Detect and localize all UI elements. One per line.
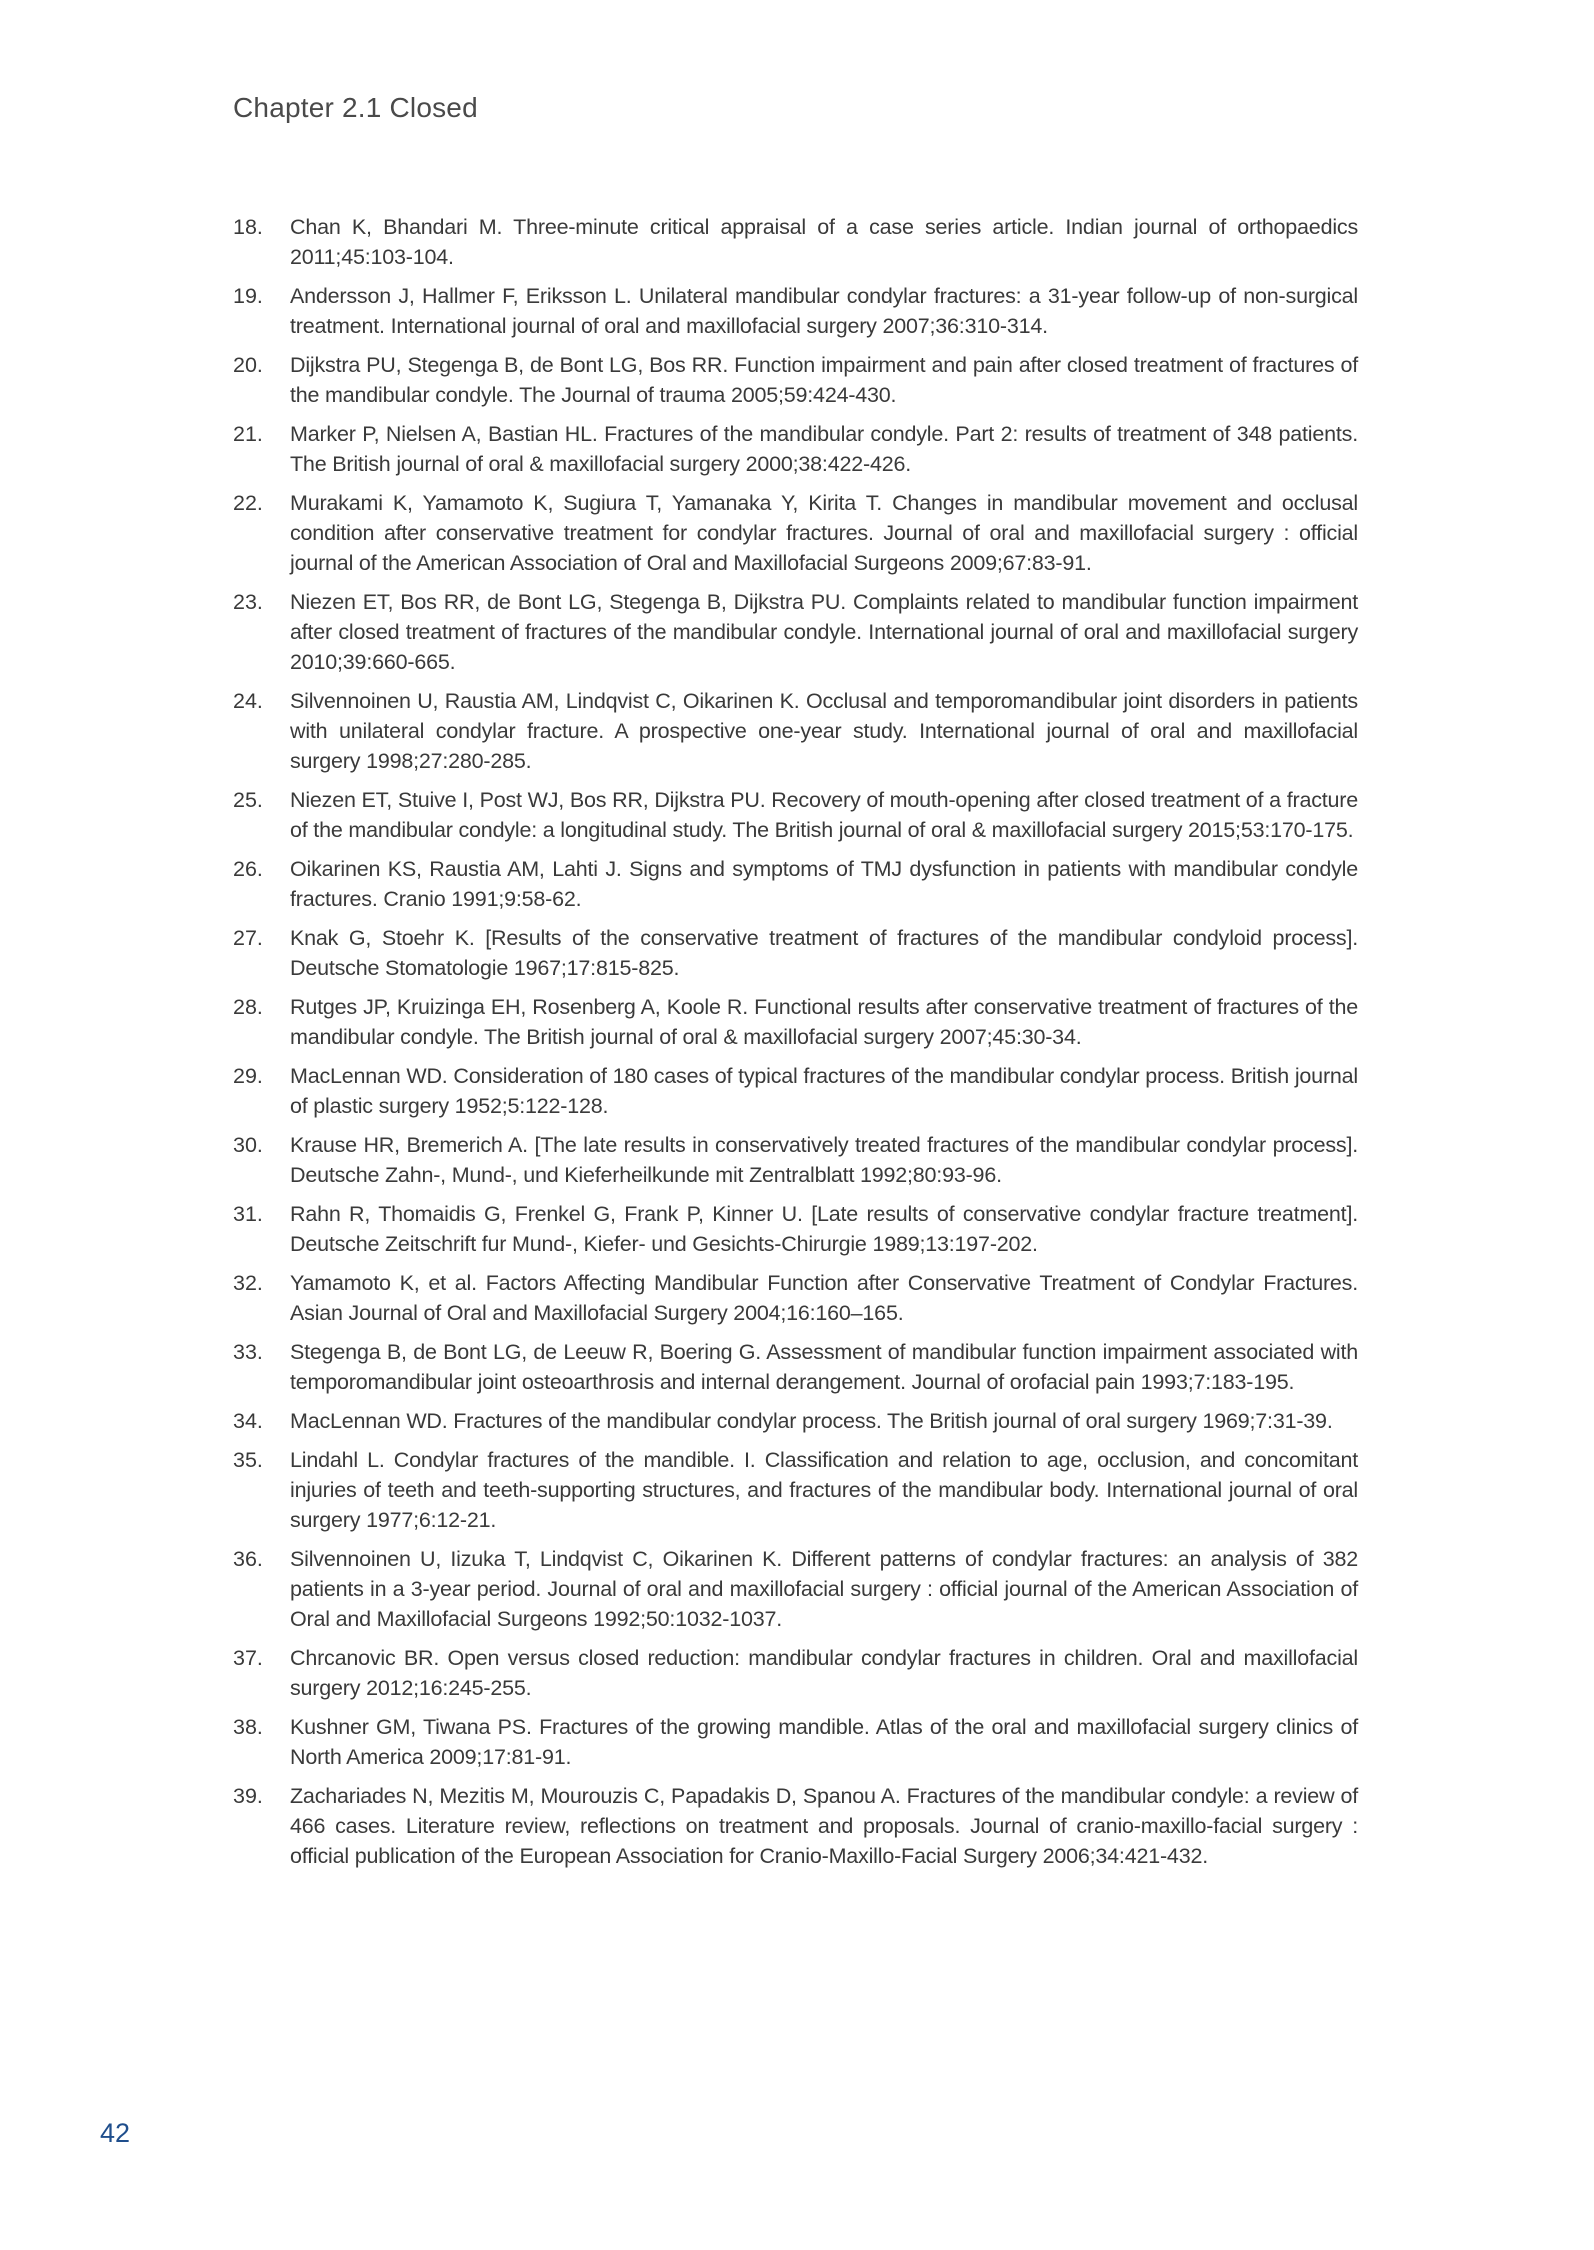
reference-text: Rahn R, Thomaidis G, Frenkel G, Frank P, Kinner U. [Late results of conservative condylar fracture treatment]. Deutsche Zeitschrift fur Mund-, Kiefer- und Gesichts-Chirurgie 1989;13:197-202. — [290, 1202, 1358, 1256]
reference-number: 29. — [233, 1064, 263, 1088]
reference-item — [233, 686, 1358, 776]
reference-number: 21. — [233, 422, 263, 446]
reference-item — [233, 488, 1358, 578]
reference-text: Krause HR, Bremerich A. [The late results in conservatively treated fractures of the mandibular condylar process]. Deutsche Zahn-, Mund-, und Kieferheilkunde mit Zentralblatt 1992;80:93-96. — [290, 1133, 1358, 1187]
reference-number: 35. — [233, 1448, 263, 1472]
reference-number: 32. — [233, 1271, 263, 1295]
reference-number: 18. — [233, 215, 263, 239]
running-header: Chapter 2.1 Closed — [233, 92, 478, 123]
reference-item — [233, 1061, 1358, 1121]
reference-number: 26. — [233, 857, 263, 881]
reference-text: Oikarinen KS, Raustia AM, Lahti J. Signs and symptoms of TMJ dysfunction in patients with mandibular condyle fractures. Cranio 1991;9:58-62. — [290, 857, 1358, 911]
reference-number: 20. — [233, 353, 263, 377]
reference-number: 22. — [233, 491, 263, 515]
page-number: 42 — [100, 2118, 131, 2148]
reference-item — [233, 1712, 1358, 1772]
reference-number: 19. — [233, 284, 263, 308]
reference-item — [233, 587, 1358, 677]
reference-item — [233, 923, 1358, 983]
reference-text: Andersson J, Hallmer F, Eriksson L. Unilateral mandibular condylar fractures: a 31-year follow-up of non-surgical treatment. International journal of oral and maxillofacial surgery 2007;36:310-314. — [290, 284, 1358, 338]
reference-number: 24. — [233, 689, 263, 713]
reference-item — [233, 212, 1358, 272]
reference-text: Dijkstra PU, Stegenga B, de Bont LG, Bos RR. Function impairment and pain after closed treatment of fractures of the mandibular condyle. The Journal of trauma 2005;59:424-430. — [290, 353, 1358, 407]
reference-text: Murakami K, Yamamoto K, Sugiura T, Yamanaka Y, Kirita T. Changes in mandibular movement and occlusal condition after conservative treatment for condylar fractures. Journal of oral and maxillofacial surgery : official journal of the American Association of Oral and Maxillofacial Surgeons 2009;67:83-91. — [290, 491, 1358, 575]
reference-number: 37. — [233, 1646, 263, 1670]
reference-text: Niezen ET, Bos RR, de Bont LG, Stegenga B, Dijkstra PU. Complaints related to mandibular function impairment after closed treatment of fractures of the mandibular condyle. International journal of oral and maxillofacial surgery 2010;39:660-665. — [290, 590, 1358, 674]
reference-text: Chrcanovic BR. Open versus closed reduction: mandibular condylar fractures in children. Oral and maxillofacial surgery 2012;16:245-255. — [290, 1646, 1358, 1700]
reference-text: Niezen ET, Stuive I, Post WJ, Bos RR, Dijkstra PU. Recovery of mouth-opening after closed treatment of a fracture of the mandibular condyle: a longitudinal study. The British journal of oral & maxillofacial surgery 2015;53:170-175. — [290, 788, 1358, 842]
reference-item — [233, 854, 1358, 914]
reference-item — [233, 281, 1358, 341]
reference-text: MacLennan WD. Fractures of the mandibular condylar process. The British journal of oral surgery 1969;7:31-39. — [290, 1409, 1333, 1433]
reference-item — [233, 1199, 1358, 1259]
reference-number: 36. — [233, 1547, 263, 1571]
reference-text: Stegenga B, de Bont LG, de Leeuw R, Boering G. Assessment of mandibular function impairment associated with temporomandibular joint osteoarthrosis and internal derangement. Journal of orofacial pain 1993;7:183-195. — [290, 1340, 1358, 1394]
reference-item — [233, 1781, 1358, 1871]
reference-text: Zachariades N, Mezitis M, Mourouzis C, Papadakis D, Spanou A. Fractures of the mandibular condyle: a review of 466 cases. Literature review, reflections on treatment and proposals. Journal of cranio-maxillo-facial surgery : official publication of the European Association for Cranio-Maxillo-Facial Surgery 2006;34:421-432. — [290, 1784, 1358, 1868]
reference-number: 30. — [233, 1133, 263, 1157]
reference-item — [233, 1337, 1358, 1397]
reference-item — [233, 992, 1358, 1052]
reference-item — [233, 350, 1358, 410]
reference-item — [233, 1268, 1358, 1328]
reference-number: 33. — [233, 1340, 263, 1364]
reference-number: 27. — [233, 926, 263, 950]
reference-item — [233, 1544, 1358, 1634]
reference-text: Yamamoto K, et al. Factors Affecting Mandibular Function after Conservative Treatment of Condylar Fractures. Asian Journal of Oral and Maxillofacial Surgery 2004;16:160–165. — [290, 1271, 1358, 1325]
reference-text: Lindahl L. Condylar fractures of the mandible. I. Classification and relation to age, occlusion, and concomitant injuries of teeth and teeth-supporting structures, and fractures of the mandibular body. International journal of oral surgery 1977;6:12-21. — [290, 1448, 1358, 1532]
reference-number: 31. — [233, 1202, 263, 1226]
reference-list — [233, 212, 1358, 1880]
reference-item — [233, 1643, 1358, 1703]
reference-item — [233, 1130, 1358, 1190]
reference-text: Rutges JP, Kruizinga EH, Rosenberg A, Koole R. Functional results after conservative treatment of fractures of the mandibular condyle. The British journal of oral & maxillofacial surgery 2007;45:30-34. — [290, 995, 1358, 1049]
reference-number: 34. — [233, 1409, 263, 1433]
reference-text: Knak G, Stoehr K. [Results of the conservative treatment of fractures of the mandibular condyloid process]. Deutsche Stomatologie 1967;17:815-825. — [290, 926, 1358, 980]
reference-text: Kushner GM, Tiwana PS. Fractures of the growing mandible. Atlas of the oral and maxillofacial surgery clinics of North America 2009;17:81-91. — [290, 1715, 1358, 1769]
reference-item — [233, 419, 1358, 479]
reference-number: 38. — [233, 1715, 263, 1739]
reference-item — [233, 785, 1358, 845]
reference-number: 25. — [233, 788, 263, 812]
reference-number: 28. — [233, 995, 263, 1019]
reference-item — [233, 1445, 1358, 1535]
reference-text: Silvennoinen U, Iizuka T, Lindqvist C, Oikarinen K. Different patterns of condylar fractures: an analysis of 382 patients in a 3-year period. Journal of oral and maxillofacial surgery : official journal of the American Association of Oral and Maxillofacial Surgeons 1992;50:1032-1037. — [290, 1547, 1358, 1631]
reference-number: 23. — [233, 590, 263, 614]
reference-text: Chan K, Bhandari M. Three-minute critical appraisal of a case series article. Indian journal of orthopaedics 2011;45:103-104. — [290, 215, 1358, 269]
reference-text: MacLennan WD. Consideration of 180 cases of typical fractures of the mandibular condylar process. British journal of plastic surgery 1952;5:122-128. — [290, 1064, 1358, 1118]
reference-text: Marker P, Nielsen A, Bastian HL. Fractures of the mandibular condyle. Part 2: results of treatment of 348 patients. The British journal of oral & maxillofacial surgery 2000;38:422-426. — [290, 422, 1358, 476]
reference-item — [233, 1406, 1358, 1436]
reference-text: Silvennoinen U, Raustia AM, Lindqvist C, Oikarinen K. Occlusal and temporomandibular joint disorders in patients with unilateral condylar fracture. A prospective one-year study. International journal of oral and maxillofacial surgery 1998;27:280-285. — [290, 689, 1358, 773]
reference-number: 39. — [233, 1784, 263, 1808]
